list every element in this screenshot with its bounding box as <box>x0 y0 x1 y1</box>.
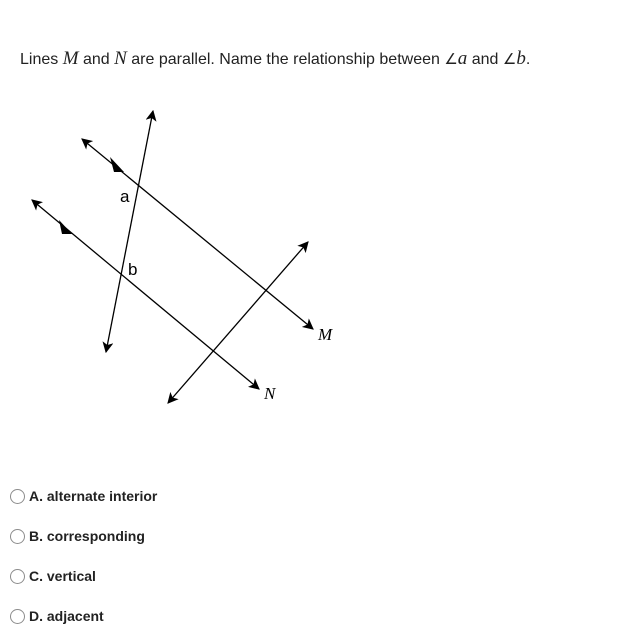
question-middle: are parallel. Name the relationship between <box>126 51 445 68</box>
radio-button-d[interactable] <box>10 609 25 624</box>
option-b-label <box>29 528 145 544</box>
line-n-symbol: N <box>114 48 127 69</box>
option-a-text: alternate interior <box>46 488 158 504</box>
question-and-1: and <box>78 51 115 68</box>
angle-b-symbol: b <box>516 48 526 69</box>
option-b[interactable] <box>10 526 145 546</box>
option-c-label <box>29 568 96 584</box>
angle-icon: ∠ <box>502 50 517 68</box>
option-d[interactable] <box>10 606 104 626</box>
parallel-tick-m <box>110 157 124 172</box>
option-c-letter: C. <box>29 568 43 584</box>
question-suffix: . <box>525 51 531 68</box>
angle-b-label: b <box>128 260 138 279</box>
question-prefix: Lines <box>20 51 63 68</box>
option-b-letter: B. <box>29 528 43 544</box>
transversal-line-2 <box>168 242 308 403</box>
option-d-text: adjacent <box>46 608 104 624</box>
option-a-label <box>29 488 157 504</box>
transversal-line-1 <box>106 111 153 352</box>
radio-button-c[interactable] <box>10 569 25 584</box>
angle-a-label: a <box>120 187 130 206</box>
line-m-label: M <box>318 325 333 344</box>
line-m-symbol: M <box>62 48 79 69</box>
option-a-letter: A. <box>29 488 43 504</box>
line-n-label: N <box>264 384 276 403</box>
option-c-text: vertical <box>46 568 96 584</box>
option-d-letter: D. <box>29 608 43 624</box>
option-b-text: corresponding <box>46 528 145 544</box>
option-d-label <box>29 608 104 624</box>
angle-a-symbol: a <box>457 48 468 69</box>
question-and-2: and <box>467 51 503 68</box>
radio-button-a[interactable] <box>10 489 25 504</box>
radio-button-b[interactable] <box>10 529 25 544</box>
angle-icon: ∠ <box>444 50 458 68</box>
option-c[interactable] <box>10 566 96 586</box>
option-a[interactable] <box>10 486 157 506</box>
